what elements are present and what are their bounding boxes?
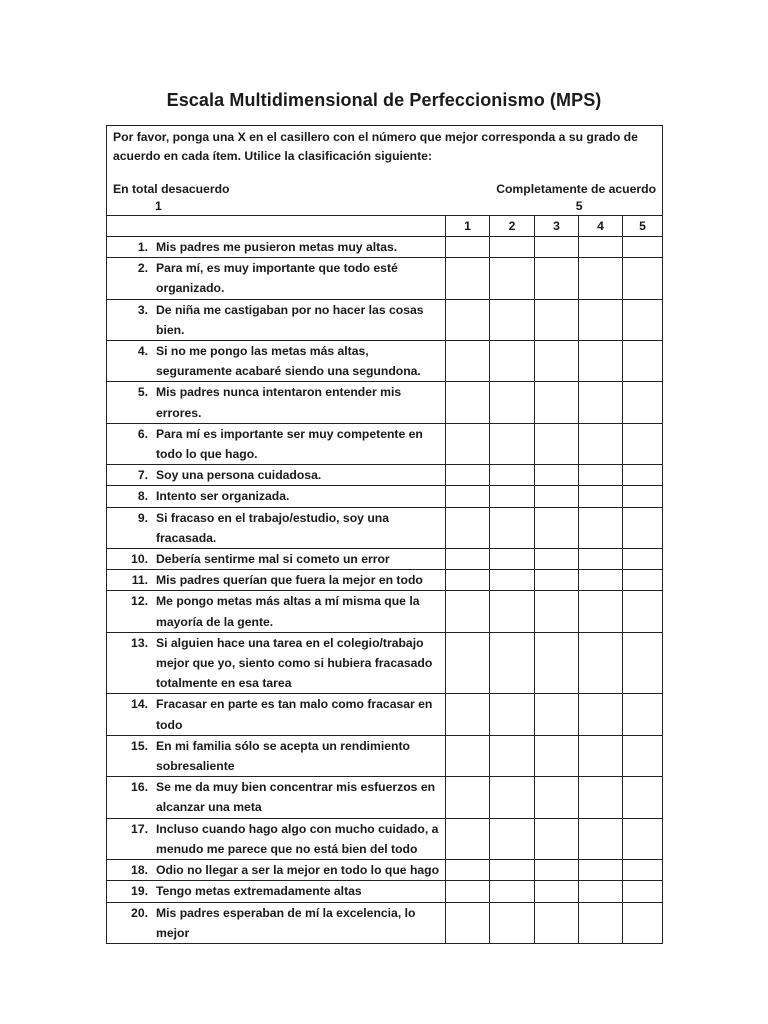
answer-box-5[interactable] bbox=[623, 299, 663, 340]
table-row bbox=[107, 881, 663, 902]
item-number: 3. bbox=[137, 302, 148, 317]
answer-box-5[interactable] bbox=[623, 881, 663, 902]
item-number: 10. bbox=[131, 552, 148, 567]
instructions-cell bbox=[107, 126, 663, 216]
item-number: 15. bbox=[131, 738, 148, 753]
answer-box-2[interactable] bbox=[490, 465, 535, 486]
instructions-row bbox=[107, 126, 663, 216]
table-row bbox=[107, 549, 663, 570]
answer-box-5[interactable] bbox=[623, 258, 663, 299]
column-header: 1 bbox=[446, 216, 490, 237]
item-content bbox=[107, 694, 441, 734]
item-number: 2. bbox=[137, 261, 148, 276]
item-text: Para mí es importante ser muy competente en todo lo que hago. bbox=[156, 426, 423, 462]
item-content bbox=[107, 591, 441, 631]
table-row bbox=[107, 341, 663, 382]
answer-box-1[interactable] bbox=[446, 465, 490, 486]
answer-box-5[interactable] bbox=[623, 382, 663, 423]
answer-box-5[interactable] bbox=[623, 507, 663, 548]
item-content bbox=[107, 633, 441, 694]
answer-box-4[interactable] bbox=[579, 860, 623, 881]
answer-box-4[interactable] bbox=[579, 382, 623, 423]
item-cell bbox=[107, 507, 446, 548]
header-blank-cell bbox=[107, 216, 446, 237]
answer-box-5[interactable] bbox=[623, 570, 663, 591]
item-number: 6. bbox=[137, 426, 148, 441]
item-cell bbox=[107, 237, 446, 258]
answer-box-5[interactable] bbox=[623, 694, 663, 735]
scale-max-value: 5 bbox=[575, 199, 583, 213]
answer-box-3[interactable] bbox=[535, 486, 579, 507]
item-text: Tengo metas extremadamente altas bbox=[156, 884, 362, 899]
answer-box-3[interactable] bbox=[535, 382, 579, 423]
answer-box-1[interactable] bbox=[446, 258, 490, 299]
answer-box-1[interactable] bbox=[446, 486, 490, 507]
answer-box-2[interactable] bbox=[490, 299, 535, 340]
answer-box-3[interactable] bbox=[535, 902, 579, 943]
answer-box-4[interactable] bbox=[579, 902, 623, 943]
answer-box-4[interactable] bbox=[579, 570, 623, 591]
answer-box-4[interactable] bbox=[579, 591, 623, 632]
table-row bbox=[107, 591, 663, 632]
answer-box-2[interactable] bbox=[490, 735, 535, 776]
answer-box-3[interactable] bbox=[535, 465, 579, 486]
item-text: Odio no llegar a ser la mejor en todo lo que hago bbox=[156, 863, 440, 878]
item-text: Para mí, es muy importante que todo esté organizado. bbox=[156, 261, 398, 296]
scale-min-value: 1 bbox=[155, 199, 162, 213]
answer-box-3[interactable] bbox=[535, 881, 579, 902]
item-cell bbox=[107, 423, 446, 464]
answer-box-4[interactable] bbox=[579, 507, 623, 548]
answer-box-3[interactable] bbox=[535, 777, 579, 818]
table-row bbox=[107, 423, 663, 464]
answer-box-4[interactable] bbox=[579, 777, 623, 818]
item-cell bbox=[107, 860, 446, 881]
item-cell bbox=[107, 818, 446, 859]
item-content bbox=[107, 819, 441, 859]
answer-box-4[interactable] bbox=[579, 341, 623, 382]
answer-box-4[interactable] bbox=[579, 486, 623, 507]
item-text: Debería sentirme mal si cometo un error bbox=[156, 552, 390, 567]
item-text: Si fracaso en el trabajo/estudio, soy una fracasada. bbox=[156, 510, 389, 545]
answer-box-2[interactable] bbox=[490, 549, 535, 570]
answer-box-1[interactable] bbox=[446, 881, 490, 902]
item-number: 1. bbox=[137, 240, 148, 254]
answer-box-5[interactable] bbox=[623, 486, 663, 507]
item-cell bbox=[107, 341, 446, 382]
answer-box-3[interactable] bbox=[535, 860, 579, 881]
item-text: Me pongo metas más altas a mí misma que la mayoría de la gente. bbox=[156, 594, 420, 629]
answer-box-1[interactable] bbox=[446, 423, 490, 464]
scale-legend bbox=[113, 181, 656, 215]
scale-max bbox=[496, 181, 656, 215]
item-text: Fracasar en parte es tan malo como fracasar en todo bbox=[156, 697, 433, 732]
item-content bbox=[107, 549, 441, 569]
answer-box-3[interactable] bbox=[535, 735, 579, 776]
item-cell bbox=[107, 465, 446, 486]
answer-box-3[interactable] bbox=[535, 570, 579, 591]
scale-max-label: Completamente de acuerdo bbox=[496, 182, 657, 196]
answer-box-1[interactable] bbox=[446, 902, 490, 943]
item-number: 7. bbox=[137, 468, 148, 483]
answer-box-2[interactable] bbox=[490, 341, 535, 382]
item-content bbox=[107, 486, 441, 506]
answer-box-4[interactable] bbox=[579, 694, 623, 735]
scale-min-label: En total desacuerdo bbox=[113, 182, 230, 196]
column-header: 5 bbox=[623, 216, 663, 237]
item-content bbox=[107, 736, 441, 776]
table-row bbox=[107, 860, 663, 881]
answer-box-2[interactable] bbox=[490, 258, 535, 299]
item-content bbox=[107, 860, 441, 880]
table-row bbox=[107, 694, 663, 735]
item-number: 17. bbox=[131, 821, 148, 836]
answer-box-5[interactable] bbox=[623, 902, 663, 943]
answer-box-4[interactable] bbox=[579, 549, 623, 570]
page-title: Escala Multidimensional de Perfeccionismo (MPS) bbox=[166, 90, 602, 110]
item-cell bbox=[107, 258, 446, 299]
answer-box-4[interactable] bbox=[579, 465, 623, 486]
answer-box-4[interactable] bbox=[579, 237, 623, 258]
item-content bbox=[107, 465, 441, 485]
item-cell bbox=[107, 632, 446, 694]
item-text: Mis padres esperaban de mí la excelencia, lo mejor bbox=[156, 905, 416, 940]
answer-box-1[interactable] bbox=[446, 735, 490, 776]
table-row bbox=[107, 818, 663, 859]
item-text: Si no me pongo las metas más altas, seguramente acabaré siendo una segundona. bbox=[156, 344, 421, 379]
table-row bbox=[107, 902, 663, 943]
answer-box-4[interactable] bbox=[579, 818, 623, 859]
item-text: Mis padres me pusieron metas muy altas. bbox=[156, 240, 398, 254]
item-cell bbox=[107, 549, 446, 570]
answer-box-1[interactable] bbox=[446, 237, 490, 258]
item-number: 4. bbox=[137, 344, 148, 359]
item-content bbox=[107, 881, 441, 901]
answer-box-1[interactable] bbox=[446, 694, 490, 735]
answer-box-5[interactable] bbox=[623, 818, 663, 859]
answer-box-4[interactable] bbox=[579, 735, 623, 776]
item-number: 13. bbox=[131, 635, 148, 650]
answer-box-2[interactable] bbox=[490, 632, 535, 694]
item-text: De niña me castigaban por no hacer las cosas bien. bbox=[156, 302, 424, 337]
column-header: 2 bbox=[490, 216, 535, 237]
column-header: 3 bbox=[535, 216, 579, 237]
answer-box-1[interactable] bbox=[446, 382, 490, 423]
table-row bbox=[107, 486, 663, 507]
scale-min bbox=[113, 181, 229, 215]
instructions-text: Por favor, ponga una X en el casillero con el número que mejor corresponda a su grado de acuerdo en cada ítem. Utilice la clasificación siguiente: bbox=[113, 130, 638, 163]
answer-box-2[interactable] bbox=[490, 777, 535, 818]
answer-box-2[interactable] bbox=[490, 881, 535, 902]
table-row bbox=[107, 735, 663, 776]
item-number: 8. bbox=[137, 489, 148, 504]
questionnaire-table bbox=[106, 125, 663, 944]
table-row bbox=[107, 507, 663, 548]
answer-box-1[interactable] bbox=[446, 507, 490, 548]
answer-box-3[interactable] bbox=[535, 591, 579, 632]
item-text: Mis padres nunca intentaron entender mis errores. bbox=[156, 385, 402, 420]
item-number: 18. bbox=[131, 863, 148, 878]
answer-box-2[interactable] bbox=[490, 902, 535, 943]
item-content bbox=[107, 570, 441, 590]
answer-box-3[interactable] bbox=[535, 341, 579, 382]
answer-box-2[interactable] bbox=[490, 382, 535, 423]
answer-box-2[interactable] bbox=[490, 423, 535, 464]
answer-box-5[interactable] bbox=[623, 341, 663, 382]
item-content bbox=[107, 508, 441, 548]
item-content bbox=[107, 424, 441, 464]
item-number: 12. bbox=[131, 594, 148, 609]
column-header: 4 bbox=[579, 216, 623, 237]
item-number: 16. bbox=[131, 780, 148, 795]
item-content bbox=[107, 382, 441, 422]
answer-box-3[interactable] bbox=[535, 299, 579, 340]
answer-box-2[interactable] bbox=[490, 860, 535, 881]
answer-box-4[interactable] bbox=[579, 881, 623, 902]
answer-box-3[interactable] bbox=[535, 507, 579, 548]
item-content bbox=[107, 258, 441, 298]
item-cell bbox=[107, 735, 446, 776]
item-content bbox=[107, 903, 441, 943]
item-text: En mi familia sólo se acepta un rendimiento sobresaliente bbox=[156, 738, 410, 774]
item-number: 5. bbox=[137, 385, 148, 400]
item-cell bbox=[107, 486, 446, 507]
item-number: 19. bbox=[131, 884, 148, 899]
answer-box-1[interactable] bbox=[446, 570, 490, 591]
item-content bbox=[107, 300, 441, 340]
item-number: 11. bbox=[131, 573, 148, 588]
item-text: Soy una persona cuidadosa. bbox=[156, 468, 322, 483]
item-content bbox=[107, 341, 441, 381]
item-number: 9. bbox=[137, 510, 148, 525]
answer-box-5[interactable] bbox=[623, 860, 663, 881]
item-content bbox=[107, 237, 441, 257]
answer-box-3[interactable] bbox=[535, 549, 579, 570]
table-row bbox=[107, 570, 663, 591]
table-row bbox=[107, 382, 663, 423]
answer-box-3[interactable] bbox=[535, 694, 579, 735]
item-cell bbox=[107, 777, 446, 818]
item-text: Intento ser organizada. bbox=[156, 489, 290, 504]
answer-box-1[interactable] bbox=[446, 341, 490, 382]
answer-box-5[interactable] bbox=[623, 465, 663, 486]
answer-box-2[interactable] bbox=[490, 694, 535, 735]
answer-box-4[interactable] bbox=[579, 258, 623, 299]
answer-box-2[interactable] bbox=[490, 570, 535, 591]
answer-box-2[interactable] bbox=[490, 237, 535, 258]
answer-box-3[interactable] bbox=[535, 818, 579, 859]
answer-box-5[interactable] bbox=[623, 632, 663, 694]
answer-box-3[interactable] bbox=[535, 423, 579, 464]
answer-box-4[interactable] bbox=[579, 299, 623, 340]
answer-box-5[interactable] bbox=[623, 735, 663, 776]
answer-box-4[interactable] bbox=[579, 632, 623, 694]
answer-box-1[interactable] bbox=[446, 860, 490, 881]
item-number: 20. bbox=[131, 905, 148, 920]
table-row bbox=[107, 237, 663, 258]
answer-box-3[interactable] bbox=[535, 632, 579, 694]
answer-box-2[interactable] bbox=[490, 818, 535, 859]
answer-box-4[interactable] bbox=[579, 423, 623, 464]
item-cell bbox=[107, 694, 446, 735]
column-header-row bbox=[107, 216, 663, 237]
answer-box-3[interactable] bbox=[535, 237, 579, 258]
item-content bbox=[107, 777, 441, 817]
answer-box-1[interactable] bbox=[446, 549, 490, 570]
item-cell bbox=[107, 382, 446, 423]
item-text: Incluso cuando hago algo con mucho cuidado, a menudo me parece que no está bien del todo bbox=[156, 821, 439, 856]
answer-box-1[interactable] bbox=[446, 632, 490, 694]
answer-box-2[interactable] bbox=[490, 507, 535, 548]
answer-box-5[interactable] bbox=[623, 591, 663, 632]
table-row bbox=[107, 299, 663, 340]
answer-box-5[interactable] bbox=[623, 237, 663, 258]
table-row bbox=[107, 632, 663, 694]
item-text: Se me da muy bien concentrar mis esfuerzos en alcanzar una meta bbox=[156, 780, 436, 815]
answer-box-5[interactable] bbox=[623, 777, 663, 818]
answer-box-5[interactable] bbox=[623, 423, 663, 464]
table-row bbox=[107, 465, 663, 486]
answer-box-1[interactable] bbox=[446, 299, 490, 340]
answer-box-1[interactable] bbox=[446, 591, 490, 632]
answer-box-3[interactable] bbox=[535, 258, 579, 299]
item-cell bbox=[107, 591, 446, 632]
item-cell bbox=[107, 902, 446, 943]
table-row bbox=[107, 258, 663, 299]
item-cell bbox=[107, 570, 446, 591]
item-text: Si alguien hace una tarea en el colegio/trabajo mejor que yo, siento como si hubiera fracasado totalmente en esa tarea bbox=[156, 635, 433, 691]
item-cell bbox=[107, 881, 446, 902]
item-text: Mis padres querían que fuera la mejor en todo bbox=[156, 573, 423, 588]
item-cell bbox=[107, 299, 446, 340]
answer-box-5[interactable] bbox=[623, 549, 663, 570]
answer-box-2[interactable] bbox=[490, 486, 535, 507]
item-number: 14. bbox=[131, 697, 148, 712]
answer-box-1[interactable] bbox=[446, 777, 490, 818]
answer-box-1[interactable] bbox=[446, 818, 490, 859]
table-row bbox=[107, 777, 663, 818]
answer-box-2[interactable] bbox=[490, 591, 535, 632]
